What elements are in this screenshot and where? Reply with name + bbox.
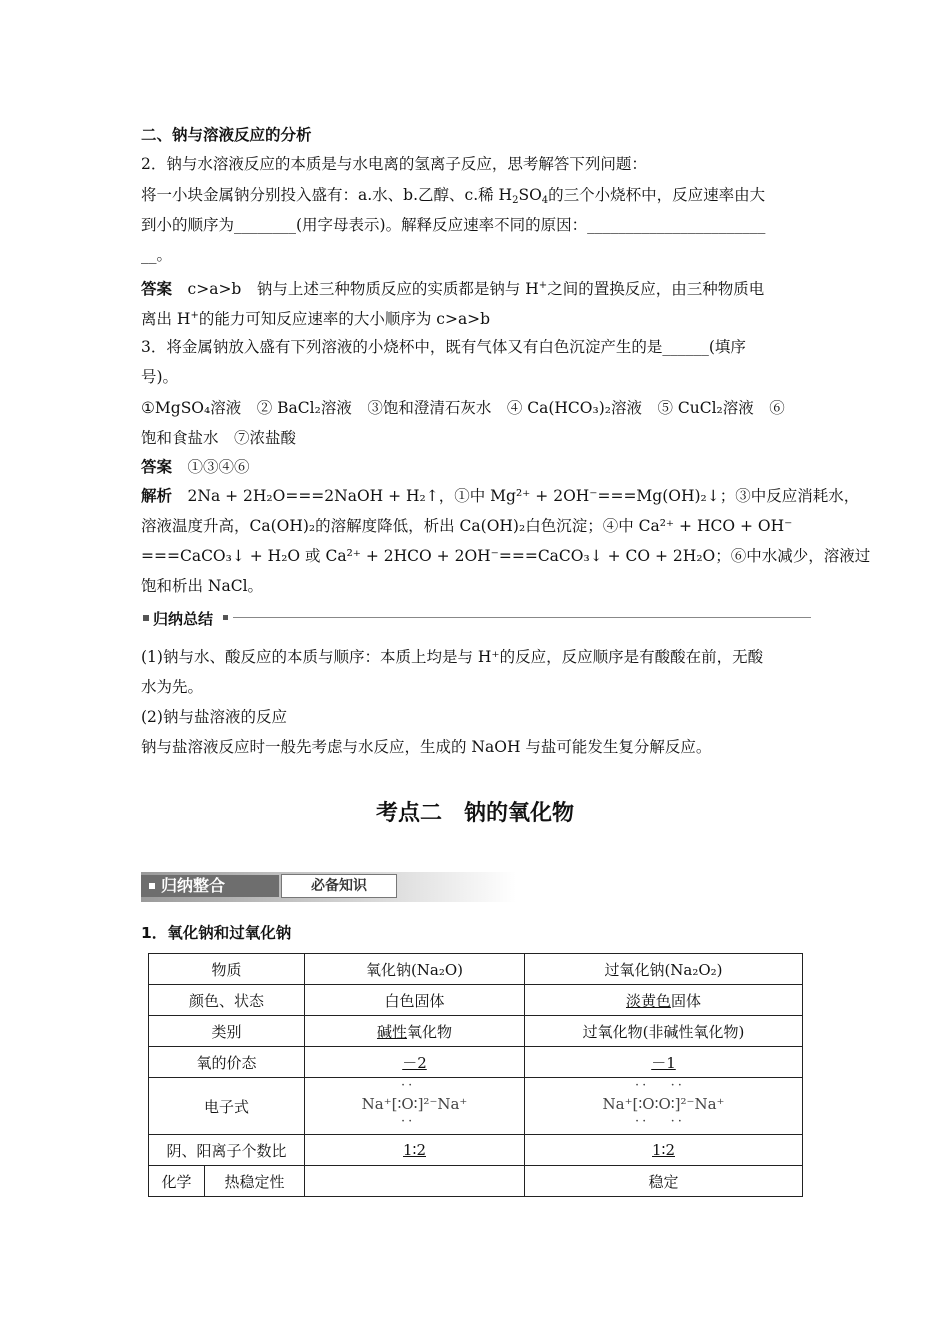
q3-analysis-line2: 溶液温度升高，Ca(OH)₂的溶解度降低，析出 Ca(OH)₂白色沉淀；④中 Ca²⁺ + HCO + OH⁻ — [141, 517, 793, 535]
table-row — [149, 1166, 803, 1197]
q3-line1: 3．将金属钠放入盛有下列溶液的小烧杯中，既有气体又有白色沉淀产生的是______(填序 — [141, 338, 746, 356]
section-title: 二、钠与溶液反应的分析 — [141, 126, 312, 144]
section-heading: 考点二 钠的氧化物 — [375, 801, 574, 826]
table-cell: 类别 — [149, 1016, 305, 1047]
table-cell: 颜色、状态 — [149, 985, 305, 1016]
summary-p1-line2: 水为先。 — [141, 678, 204, 696]
table-row — [149, 1016, 803, 1047]
table-row — [149, 954, 803, 985]
table-cell: －2 — [305, 1047, 525, 1078]
square-icon — [149, 883, 155, 889]
square-icon — [223, 615, 228, 620]
summary-p2-line1: 钠与盐溶液反应时一般先考虑与水反应，生成的 NaOH 与盐可能发生复分解反应。 — [141, 738, 712, 756]
table-row — [149, 1078, 803, 1135]
table-row — [149, 1047, 803, 1078]
q3-analysis-line3: ===CaCO₃↓ + H₂O 或 Ca²⁺ + 2HCO + 2OH⁻===CaCO₃↓ + CO + 2H₂O；⑥中水减少，溶液过 — [141, 547, 871, 565]
banner-right-label: 必备知识 — [281, 874, 397, 898]
summary-header — [141, 608, 811, 628]
electron-formula-na2o: Na⁺[∶O∶]²⁻Na⁺ ·· ·· — [361, 1078, 468, 1129]
table-cell: 淡黄色固体 — [525, 985, 803, 1016]
table-row — [149, 985, 803, 1016]
table-cell — [305, 1166, 525, 1197]
oxide-table — [148, 953, 803, 1197]
table-cell: 1∶2 — [525, 1135, 803, 1166]
q3-options-line1: ①MgSO₄溶液 ② BaCl₂溶液 ③饱和澄清石灰水 ④ Ca(HCO₃)₂溶液 ⑤ CuCl₂溶液 ⑥ — [141, 399, 785, 417]
table-cell: －1 — [525, 1047, 803, 1078]
q2-answer-line2: 离出 H+的能力可知反应速率的大小顺序为 c>a>b — [141, 310, 491, 328]
table-cell — [305, 1078, 525, 1135]
q2-line4: __。 — [141, 246, 173, 264]
answer-label: 答案 — [141, 458, 173, 476]
q3-options-line2: 饱和食盐水 ⑦浓盐酸 — [141, 429, 297, 447]
table-cell: 氧的价态 — [149, 1047, 305, 1078]
table-cell: 1∶2 — [305, 1135, 525, 1166]
electron-formula-na2o2: Na⁺[∶O∶O∶]²⁻Na⁺ ·· ·· ·· ·· — [602, 1078, 725, 1129]
q2-line3: 到小的顺序为________(用字母表示)。解释反应速率不同的原因：_______________________ — [141, 216, 766, 234]
table-cell: 过氧化物(非碱性氧化物) — [525, 1016, 803, 1047]
q2-line2: 将一小块金属钠分别投入盛有：a.水、b.乙醇、c.稀 $H_2SO_4$的三个小烧杯中，反应速率由大 — [141, 186, 766, 206]
q3-analysis-line4: 饱和析出 NaCl。 — [141, 577, 264, 595]
summary-label: 归纳总结 — [153, 610, 214, 628]
analysis-label: 解析 — [141, 487, 173, 505]
q3-line2: 号)。 — [141, 368, 179, 386]
table-cell — [525, 1078, 803, 1135]
q3-analysis-line1: 解析 2Na + 2H₂O===2NaOH + H₂↑，①中 Mg²⁺ + 2OH⁻===Mg(OH)₂↓；③中反应消耗水， — [141, 487, 860, 505]
answer-label: 答案 — [141, 280, 173, 298]
banner-left-label: 归纳整合 — [161, 876, 226, 895]
section-banner — [141, 872, 516, 902]
table-cell: 阴、阳离子个数比 — [149, 1135, 305, 1166]
sub-title: 1．氧化钠和过氧化钠 — [141, 924, 292, 942]
divider — [233, 617, 811, 618]
table-row — [149, 1135, 803, 1166]
table-cell: 白色固体 — [305, 985, 525, 1016]
table-cell: 碱性氧化物 — [305, 1016, 525, 1047]
square-icon — [143, 615, 149, 621]
summary-p2-title: (2)钠与盐溶液的反应 — [141, 708, 287, 726]
summary-p1-line1: (1)钠与水、酸反应的本质与顺序：本质上均是与 H⁺的反应，反应顺序是有酸酸在前，无酸 — [141, 648, 764, 666]
table-cell: 电子式 — [149, 1078, 305, 1135]
q3-answer: 答案 ①③④⑥ — [141, 458, 250, 476]
table-cell: 稳定 — [525, 1166, 803, 1197]
table-cell: 化学 — [149, 1166, 205, 1197]
table-cell: 热稳定性 — [205, 1166, 305, 1197]
q2-answer: 答案 c>a>b 钠与上述三种物质反应的实质都是钠与 H+之间的置换反应，由三种物质电 — [141, 280, 765, 298]
table-cell: 过氧化钠(Na₂O₂) — [525, 954, 803, 985]
q2-line1: 2．钠与水溶液反应的本质是与水电离的氢离子反应，思考解答下列问题： — [141, 155, 647, 173]
table-cell: 物质 — [149, 954, 305, 985]
table-cell: 氧化钠(Na₂O) — [305, 954, 525, 985]
